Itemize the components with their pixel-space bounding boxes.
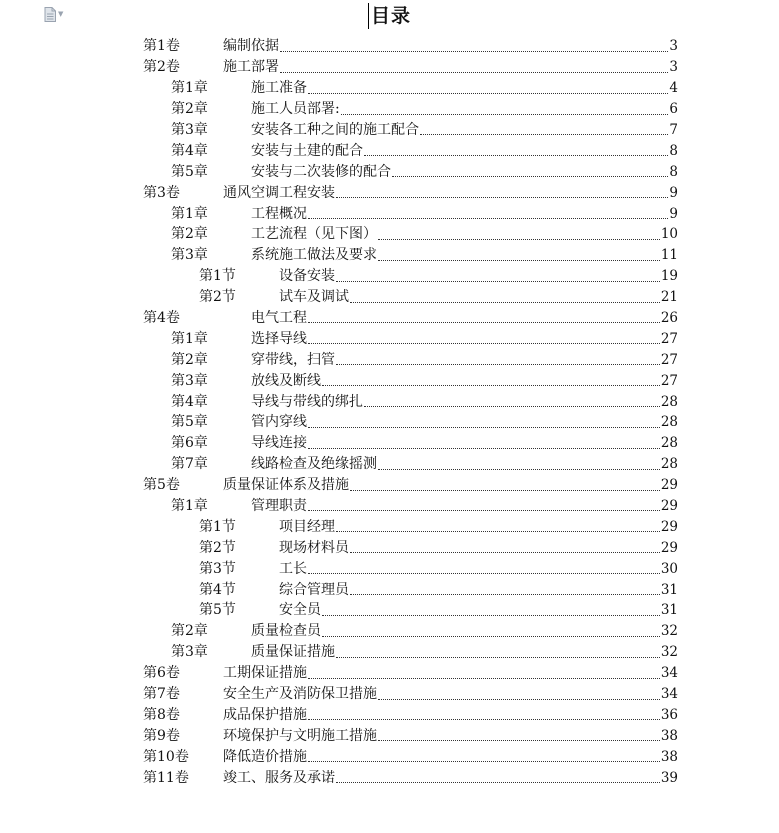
toc-entry-number: 第1卷 <box>143 38 180 55</box>
toc-entry[interactable] <box>143 558 678 579</box>
toc-entry-number: 第1章 <box>171 80 208 97</box>
toc-entry-page: 28 <box>660 393 678 410</box>
toc-entry-number: 第3章 <box>171 122 208 138</box>
toc-entry-number: 第1章 <box>171 498 208 515</box>
toc-entry-number: 第2章 <box>171 226 208 243</box>
toc-entry-page: 3 <box>669 59 678 76</box>
toc-dot-leader <box>308 573 660 574</box>
toc-entry-number: 第1节 <box>199 268 236 285</box>
toc-dot-leader <box>322 615 660 616</box>
toc-entry-number: 第2卷 <box>143 59 180 76</box>
toc-dot-leader <box>420 134 668 135</box>
toc-entry-number: 第6卷 <box>143 665 180 682</box>
toc-dot-leader <box>378 239 660 240</box>
toc-entry-title: 安装与土建的配合 <box>251 142 363 159</box>
toc-entry-number: 第1章 <box>171 330 208 347</box>
toc-entry-number: 第6章 <box>171 435 208 452</box>
toc-entry-title: 电气工程 <box>251 310 307 327</box>
toc-entry-title: 试车及调试 <box>279 289 349 306</box>
toc-entry-page: 6 <box>669 101 678 118</box>
toc-entry-page: 34 <box>660 665 678 682</box>
toc-entry[interactable] <box>143 36 678 57</box>
toc-entry-number: 第5章 <box>171 414 208 431</box>
toc-dot-leader <box>308 343 660 344</box>
toc-entry-number: 第10卷 <box>143 748 189 765</box>
toc-entry[interactable] <box>143 516 678 537</box>
toc-dot-leader <box>308 427 660 428</box>
toc-entry[interactable] <box>143 600 678 621</box>
toc-dot-leader <box>308 322 660 323</box>
toc-entry[interactable] <box>143 579 678 600</box>
toc-entry-title: 施工人员部署: <box>251 101 340 118</box>
toc-entry[interactable] <box>143 78 678 99</box>
toc-entry-title: 工程概况 <box>251 205 307 222</box>
toc-entry-number: 第3章 <box>171 247 208 264</box>
toc-entry-number: 第7章 <box>171 456 208 473</box>
toc-entry-number: 第3卷 <box>143 184 180 201</box>
page-title: 目录 <box>368 3 411 29</box>
toc-entry-number: 第1章 <box>171 205 208 222</box>
toc-entry-page: 38 <box>660 727 678 744</box>
toc-dot-leader <box>280 51 668 52</box>
toc-dot-leader <box>350 490 660 491</box>
toc-entry[interactable] <box>143 412 678 433</box>
toc-entry[interactable] <box>143 308 678 329</box>
toc-entry-page: 36 <box>660 706 678 723</box>
toc-entry-title: 放线及断线 <box>251 372 321 389</box>
toc-entry-page: 9 <box>669 205 678 222</box>
toc-dot-leader <box>336 281 660 282</box>
toc-entry[interactable] <box>143 245 678 266</box>
toc-entry-page: 28 <box>660 414 678 431</box>
toc-entry-page: 26 <box>660 310 678 327</box>
toc-dot-leader <box>350 552 660 553</box>
toc-entry[interactable] <box>143 621 678 642</box>
toc-entry-title: 系统施工做法及要求 <box>251 247 377 264</box>
toc-entry-title: 线路检查及绝缘摇测 <box>251 456 377 473</box>
toc-entry-number: 第4卷 <box>143 310 180 327</box>
toc-dot-leader <box>378 260 660 261</box>
toc-entry[interactable] <box>143 663 678 684</box>
toc-entry-number: 第3章 <box>171 644 208 661</box>
toc-entry-title: 导线与带线的绑扎 <box>251 393 363 410</box>
toc-dot-leader <box>308 93 668 94</box>
toc-dot-leader <box>308 761 660 762</box>
toc-entry-number: 第3节 <box>199 560 236 577</box>
toc-entry-page: 32 <box>660 623 678 640</box>
toc-entry[interactable] <box>143 287 678 308</box>
toc-entry[interactable] <box>143 684 678 705</box>
toc-dot-leader <box>336 197 668 198</box>
toc-dot-leader <box>378 740 660 741</box>
toc-entry[interactable] <box>143 433 678 454</box>
toc-entry-number: 第4章 <box>171 142 208 159</box>
toc-entry[interactable] <box>143 182 678 203</box>
toc-entry-page: 11 <box>660 247 678 264</box>
toc-entry-title: 环境保护与文明施工措施 <box>223 727 377 744</box>
toc-entry-page: 4 <box>669 80 678 97</box>
toc-entry-number: 第2节 <box>199 289 236 306</box>
toc-entry-title: 成品保护措施 <box>223 706 307 723</box>
toc-entry-page: 30 <box>660 560 678 577</box>
toc-entry-page: 29 <box>660 539 678 556</box>
toc-entry[interactable] <box>143 725 678 746</box>
toc-entry[interactable] <box>143 746 678 767</box>
toc-dot-leader <box>322 636 660 637</box>
toc-entry-number: 第2节 <box>199 539 236 556</box>
toc-entry-page: 32 <box>660 644 678 661</box>
toc-entry-title: 安全员 <box>279 602 321 619</box>
toc-entry-page: 29 <box>660 498 678 515</box>
toc-entry-page: 28 <box>660 456 678 473</box>
toc-entry-number: 第3章 <box>171 372 208 389</box>
toc-dot-leader <box>336 531 660 532</box>
toc-entry-page: 27 <box>660 351 678 368</box>
toc-entry-title: 编制依据 <box>223 38 279 55</box>
toc-entry-title: 质量保证措施 <box>251 644 335 661</box>
toc-entry-title: 施工部署 <box>223 59 279 76</box>
toc-entry[interactable] <box>143 496 678 517</box>
toc-entry-page: 31 <box>660 602 678 619</box>
toc-entry-number: 第2章 <box>171 623 208 640</box>
toc-entry-page: 29 <box>660 477 678 494</box>
toc-entry-page: 29 <box>660 518 678 535</box>
toc-dot-leader <box>322 385 660 386</box>
toc-entry-number: 第5章 <box>171 163 208 180</box>
toc-entry-page: 27 <box>660 330 678 347</box>
toc-entry-title: 竣工、服务及承诺 <box>223 769 335 786</box>
toc-entry[interactable] <box>143 203 678 224</box>
toc-entry-title: 导线连接 <box>251 435 307 452</box>
toc-entry-number: 第11卷 <box>143 769 189 786</box>
toc-entry[interactable] <box>143 328 678 349</box>
toc-dot-leader <box>308 510 660 511</box>
toc-entry[interactable] <box>143 475 678 496</box>
toc-entry[interactable] <box>143 391 678 412</box>
toc-dot-leader <box>378 699 660 700</box>
toc-entry-number: 第7卷 <box>143 686 180 703</box>
toc-dot-leader <box>336 782 660 783</box>
toc-entry[interactable] <box>143 370 678 391</box>
toc-dot-leader <box>308 678 660 679</box>
toc-entry-title: 施工准备 <box>251 80 307 97</box>
toc-entry-title: 综合管理员 <box>279 581 349 598</box>
toc-entry-number: 第2章 <box>171 351 208 368</box>
toc-entry[interactable] <box>143 140 678 161</box>
toc-entry-page: 27 <box>660 372 678 389</box>
toc-entry-title: 管理职责 <box>251 498 307 515</box>
toc-dot-leader <box>336 657 660 658</box>
toc-entry-title: 现场材料员 <box>279 539 349 556</box>
toc-entry-title: 质量保证体系及措施 <box>223 477 349 494</box>
toc-entry-page: 21 <box>660 289 678 306</box>
toc-entry-title: 工艺流程（见下图） <box>251 226 377 243</box>
toc-entry-page: 19 <box>660 268 678 285</box>
toc-dot-leader <box>308 448 660 449</box>
toc-entry-title: 安装各工种之间的施工配合 <box>251 122 419 138</box>
toc-entry-number: 第4章 <box>171 393 208 410</box>
toc-entry-title: 工期保证措施 <box>223 665 307 682</box>
toc-dot-leader <box>392 176 668 177</box>
toc-entry[interactable] <box>143 57 678 78</box>
toc-entry-page: 38 <box>660 748 678 765</box>
toc-entry-number: 第4节 <box>199 581 236 598</box>
toc-entry-page: 8 <box>669 142 678 159</box>
toc-entry-number: 第5卷 <box>143 477 180 494</box>
toc-entry-page: 39 <box>660 769 678 786</box>
toc-dot-leader <box>308 218 668 219</box>
toc-entry-number: 第1节 <box>199 518 236 535</box>
toc-entry-number: 第5节 <box>199 602 236 619</box>
toc-entry[interactable] <box>143 454 678 475</box>
toc-entry-page: 9 <box>669 184 678 201</box>
toc-entry-title: 质量检查员 <box>251 623 321 640</box>
toc-dot-leader <box>336 364 660 365</box>
toc-dot-leader <box>341 114 669 115</box>
toc-dot-leader <box>364 406 660 407</box>
toc-entry[interactable] <box>143 99 678 120</box>
toc-entry-page: 34 <box>660 686 678 703</box>
toc-entry-title: 工长 <box>279 560 307 577</box>
toc-entry-page: 7 <box>669 122 678 138</box>
toc-entry-page: 8 <box>669 163 678 180</box>
toc-entry-title: 降低造价措施 <box>223 748 307 765</box>
chevron-down-icon: ▼ <box>58 10 64 18</box>
toc-entry[interactable] <box>143 349 678 370</box>
toc-entry-title: 安全生产及消防保卫措施 <box>223 686 377 703</box>
toc-entry-title: 管内穿线 <box>251 414 307 431</box>
toc-entry[interactable] <box>143 537 678 558</box>
toc-entry-title: 通风空调工程安装 <box>223 184 335 201</box>
toc-entry[interactable] <box>143 120 678 141</box>
toc-entry-title: 穿带线，扫管 <box>251 351 335 368</box>
toc-entry-page: 28 <box>660 435 678 452</box>
toc-dot-leader <box>350 594 660 595</box>
toc-entry-page: 10 <box>660 226 678 243</box>
toc-entry-page: 3 <box>669 38 678 55</box>
toc-entry-title: 设备安装 <box>279 268 335 285</box>
toc-entry-number: 第2章 <box>171 101 208 118</box>
toc-dot-leader <box>364 155 668 156</box>
table-of-contents <box>143 36 678 788</box>
toc-entry[interactable] <box>143 224 678 245</box>
title-container <box>0 3 779 29</box>
toc-dot-leader <box>308 719 660 720</box>
toc-entry-title: 选择导线 <box>251 330 307 347</box>
toc-entry[interactable] <box>143 161 678 182</box>
toc-dot-leader <box>378 469 660 470</box>
toc-entry[interactable] <box>143 705 678 726</box>
toc-entry-number: 第9卷 <box>143 727 180 744</box>
toc-entry-title: 项目经理 <box>279 518 335 535</box>
toc-entry[interactable] <box>143 767 678 788</box>
toc-entry[interactable] <box>143 266 678 287</box>
toc-entry[interactable] <box>143 642 678 663</box>
toc-entry-title: 安装与二次装修的配合 <box>251 163 391 180</box>
toc-dot-leader <box>350 302 660 303</box>
toc-entry-number: 第8卷 <box>143 706 180 723</box>
toc-dot-leader <box>280 72 668 73</box>
toc-entry-page: 31 <box>660 581 678 598</box>
